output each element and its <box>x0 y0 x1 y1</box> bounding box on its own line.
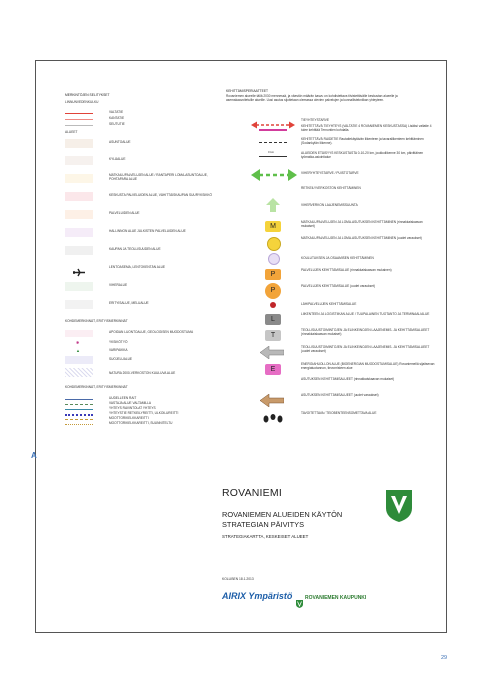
legend-swatch <box>65 192 93 201</box>
city-logo-text: ROVANIEMEN KAUPUNKI <box>305 595 367 601</box>
legend-item: RETKEILYVERKOSTON KEHITTÄMINEN <box>301 186 361 190</box>
legend-item: PALVELUJEN KEHITTÄMISALUE (uudet varaukset) <box>301 284 375 288</box>
green-arrow-icon <box>251 168 297 180</box>
legend-item: KEHITETTÄVÄ RAIDETIE Rautatiekäytävän liikenteen ja tavaraliikenteen kehittäminen (Sodankylän liikenne). <box>301 137 424 145</box>
legend-item: PALVELUIDEN ALUE <box>109 211 140 215</box>
education-symbol <box>268 253 280 265</box>
legend-item: YHTEYSTIE RETKEILYREITTI, ULKOILUREITTI <box>109 411 179 415</box>
plan-date: KOLLIBEN 18.1.2013 <box>222 577 254 581</box>
brown-arrow-icon <box>260 394 284 407</box>
legend-item: YHTEYS RAVINTOLAT YHTEYS <box>109 406 156 410</box>
legend-swatch <box>65 246 93 255</box>
legend-swatch <box>65 156 93 165</box>
legend-item: LENTOASEMA, LENTOKENTÄN ALUE <box>109 265 166 269</box>
legend-group-title: ALUEET <box>65 130 78 134</box>
legend-item: APOIDAN LUONTOALUE, GEOLOGISEN MUODOSTUMA <box>109 330 194 334</box>
airplane-icon <box>65 264 93 273</box>
legend-item: ASUTUKSEN KEHITTÄMISALUEET (uudet varaukset) <box>301 393 379 397</box>
legend-item: HALLINNON ALUE JULKISTEN PALVELUIDEN ALUE <box>109 229 186 233</box>
double-arrow-icon <box>251 116 295 124</box>
legend-item: MATKAILUPALVELUJEN JA LOMA-ASUTUKSEN KEHITTÄMINEN (rinnakkaiskaavan mukaiset) <box>301 220 423 228</box>
legend-item: VARIPAIKKA <box>109 348 128 352</box>
legend-item: KANTATIE <box>109 116 125 120</box>
legend-swatch <box>65 210 93 219</box>
legend-swatch <box>65 330 93 337</box>
local-services-dot <box>270 302 276 308</box>
legend-swatch-line <box>65 414 93 416</box>
legend-swatch-hatched <box>65 368 93 377</box>
legend-item: MOOTTORIKELKKAREITTI, SUUNNITELTU <box>109 421 173 425</box>
legend-item: ASUNTOALUE <box>109 140 131 144</box>
legend-item: YKSIKÖTYÖ <box>109 340 128 344</box>
legend-item: MATKAILUPALVELUJEN ALUE / RANTAPERI LOMA-ASUNTOALUE, POHTAPARA ALUE <box>109 173 208 181</box>
legend-group-title: KOHDEMERKINNÄT, ERITYISMERKINNÄT <box>65 385 128 389</box>
legend-item: ASUTUKSEN KEHITTÄMISALUEET (rinnakkaiskaavan mukaiset) <box>301 377 395 381</box>
legend-swatch <box>65 174 93 183</box>
legend-item: KEHITETTÄVÄ TIEYHTEYS (VALTATIE 4 ROVANIEMEN KESKUSTASSA) Lisäksi valtatie 4 tulee kehittää Ternontien kohdalla. <box>301 124 432 132</box>
plan-title <box>222 510 342 530</box>
footprints-icon <box>262 410 284 419</box>
legend-item: VASTAJA ALUE VALTAMILLA <box>109 401 152 405</box>
legend-swatch-line <box>259 142 287 143</box>
services-symbol: P <box>265 269 281 280</box>
legend-item: ENERGIAHUOLLON ALUE (BIOENERGIAN MUODOSTUMISALUE) Rovaniemellä sijaitsevan energiatuotannon, tievonristeen alue <box>301 362 435 370</box>
legend-item: KYLÄALUE <box>109 157 126 161</box>
legend-swatch <box>65 228 93 237</box>
legend-group-title: LINNUNVEDENKULKU <box>65 100 99 104</box>
legend-item: SEUTUTIE <box>109 122 125 126</box>
industry-symbol: T <box>265 330 281 341</box>
logistics-symbol: L <box>265 314 281 325</box>
legend-item: SUOJELUALUE <box>109 357 133 361</box>
legend-item: ERITYISALUE, MELUALUE <box>109 301 149 305</box>
services-new-symbol: P <box>265 283 281 299</box>
tree-icon: ▲ <box>76 348 80 353</box>
legend-group-title: KOHDEMERKINNÄT, ERITYISMERKINNÄT <box>65 319 128 323</box>
legend-swatch <box>65 282 93 291</box>
plan-title-line1: ROVANIEMEN ALUEIDEN KÄYTÖN <box>222 510 343 519</box>
legend-item: KAUPAN JA TEOLLISUUDEN ALUE <box>109 247 161 251</box>
tourism-new-symbol <box>267 237 281 251</box>
legend-item: NATURA 2000-VERKOSTON KUULUVA ALUE <box>109 371 176 375</box>
legend-item: TIEYHTEYSTARVE <box>301 118 330 122</box>
legend-item: VIHERALUE <box>109 283 128 287</box>
legend-swatch-line <box>65 424 93 425</box>
plan-title-line2: STRATEGIAN PÄIVITYS <box>222 520 304 529</box>
place-name: ROVANIEMI <box>222 487 282 499</box>
up-arrow-icon <box>266 198 280 212</box>
star-icon: ✱ <box>76 340 80 345</box>
legend-item: TEOLLISUUSTOIMINTOJEN JA ELINKEINOJEN LAAJENEMIS- JA KEHITTÄMISALUEET (rinnakkaiskaavan mukaiset) <box>301 328 430 336</box>
city-crest-icon <box>296 595 303 603</box>
legend-item: TAVOITETTAVA / TEIOBENTEENSOMETTAVA ALUE <box>301 411 377 415</box>
legend-swatch <box>65 139 93 148</box>
legend-swatch-line <box>65 404 93 405</box>
legend-swatch <box>65 300 93 309</box>
legend-item: VALTATIE <box>109 110 124 114</box>
distance-label: 0 km <box>268 150 275 154</box>
legend-swatch-line <box>259 156 287 157</box>
legend-header-text: Rovaniemen alueelle tällä 2030 mennessä, ja väestön määrän kasvu on kohdistettava tiivistettävälle keskustan alueelle ja asemakaavoitetuille alueille. Uusi asutus sijoitetaan olemassa olevien palvelujen ja kunnallistekniikan yhteyteen. <box>226 94 398 102</box>
legend-item: PALVELUJEN KEHITTÄMISALUE (rinnakkaiskaavan mukainen) <box>301 268 392 272</box>
legend-item: LIIKENTEEN JA LOGISTIIKAN ALUE / TUUPALAINEN TUOTANTO JA TERMINAALIALUE <box>301 312 430 316</box>
legend-item: MOOTTORIKELKKAREITTI <box>109 416 149 420</box>
legend-swatch-line <box>65 409 93 410</box>
legend-header-right: KEHITTÄMISPERIAATTEET <box>226 89 269 93</box>
legend-item: KOULUTUKSEN JA OSAAMISEN KEHITTÄMINEN <box>301 256 374 260</box>
legend-swatch <box>65 356 93 364</box>
coat-of-arms-icon <box>386 490 412 522</box>
legend-item: KESKUSTA PALVELUIDEN ALUE, VÄHITTÄISKAUPAN SUURYKSIKKÖ <box>109 193 212 197</box>
legend-item: VIHERVERKON LAAJENEMISSUUNTA <box>301 203 358 207</box>
left-arrow-icon <box>260 346 284 359</box>
legend-header-left: MERKINTÖJEN SELITYKSET <box>65 93 110 97</box>
legend-swatch-line <box>65 399 93 400</box>
legend-item: VIHERYHTEYSTARVE / PUISTOTARVE <box>301 171 359 175</box>
legend-swatch-line <box>65 125 93 126</box>
plan-subtitle: STRATEGIAKARTTA, KESKEISET ALUEET <box>222 534 309 539</box>
legend-swatch-line <box>259 129 287 131</box>
energy-symbol: E <box>265 364 281 375</box>
legend-item: UUDELLEEN RAIT <box>109 396 137 400</box>
legend-item: LÄHIPALVELUJEN KEHITTÄMISALUE <box>301 302 357 306</box>
legend-item: MATKAILUPALVELUJEN JA LOMA-ASUTUKSEN KEHITTÄMINEN (uudet varaukset) <box>301 236 422 240</box>
map-legend-sheet <box>35 60 447 633</box>
legend-item: ALUEIDEN ETÄISYYS KESKUSTASTA 0-10-20 km, joukkoliikenne 30 km, päivittäinen työmatka-asiointialue <box>301 151 424 159</box>
legend-swatch-line <box>65 119 93 120</box>
legend-swatch-line <box>65 419 93 420</box>
legend-item: TEOLLISUUSTOIMINTOJEN JA ELINKEINOJEN LAAJENEMIS- JA KEHITTÄMISALUEET (uudet varaukset) <box>301 345 430 353</box>
page-number: 29 <box>441 655 448 661</box>
legend-swatch-line <box>65 113 93 114</box>
margin-letter: A <box>31 451 37 460</box>
tourism-symbol: M <box>265 221 281 232</box>
airix-logo: AIRIX Ympäristö <box>222 591 293 601</box>
